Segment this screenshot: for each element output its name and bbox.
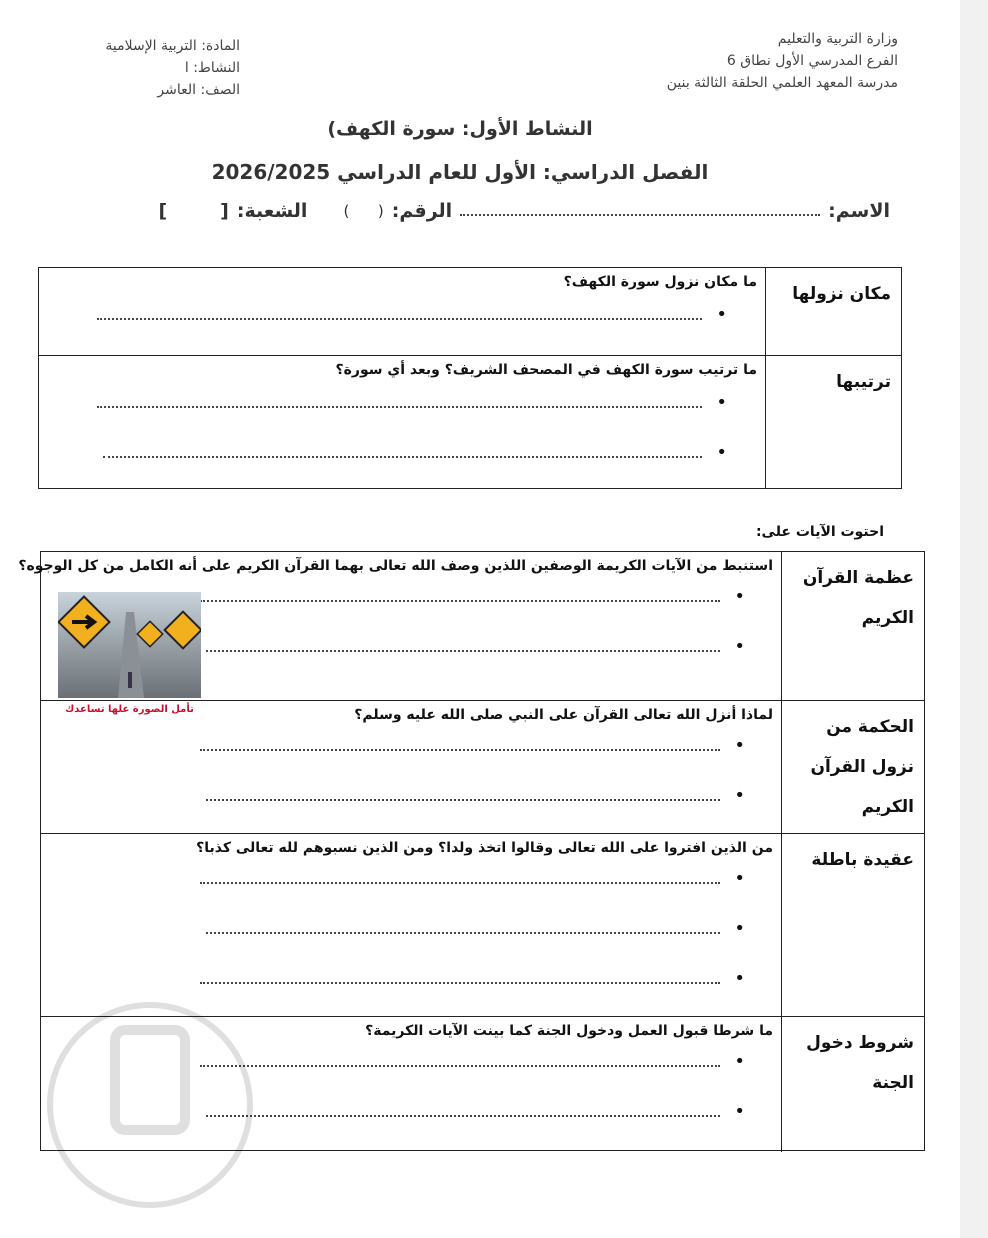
answer-line[interactable] (200, 735, 745, 756)
number-label: الرقم: (391, 200, 453, 222)
row-label: الحكمة من نزول القرآن الكريم (781, 701, 924, 833)
answer-field[interactable] (206, 1115, 720, 1117)
answer-field[interactable] (97, 406, 702, 408)
answer-line[interactable] (206, 636, 745, 657)
table-row (41, 701, 924, 834)
answer-line[interactable] (206, 1101, 745, 1122)
question: لماذا أنزل الله تعالى القرآن على النبي صلى الله عليه وسلم؟ (354, 707, 773, 723)
bullet-icon: • (734, 636, 745, 657)
bullet-icon: • (716, 392, 727, 413)
answer-field[interactable] (206, 650, 720, 652)
answer-line[interactable] (200, 968, 745, 989)
school-header (667, 28, 898, 94)
bullet-icon: • (716, 442, 727, 463)
page-edge (960, 0, 988, 1238)
activity: النشاط: ا (184, 60, 240, 76)
subject-info (84, 35, 240, 101)
answer-line[interactable] (97, 392, 727, 413)
answer-field[interactable] (200, 882, 720, 884)
row-label: ترتيبها (765, 356, 901, 489)
contains-label: احتوت الآيات على: (755, 524, 884, 540)
answer-field[interactable] (200, 1065, 720, 1067)
name-label: الاسم: (828, 200, 890, 222)
table-row (39, 356, 901, 489)
answer-field[interactable] (103, 456, 702, 458)
answer-line[interactable] (200, 1051, 745, 1072)
name-field[interactable] (460, 214, 820, 216)
table-row (39, 268, 901, 356)
answer-line[interactable] (200, 586, 745, 607)
answer-line[interactable] (206, 918, 745, 939)
question: ما ترتيب سورة الكهف في المصحف الشريف؟ وبعد أي سورة؟ (335, 362, 757, 378)
student-info (150, 200, 890, 222)
answer-line[interactable] (206, 785, 745, 806)
answer-field[interactable] (200, 982, 720, 984)
bullet-icon: • (734, 735, 745, 756)
image-caption: تأمل الصورة علها تساعدك (65, 704, 194, 715)
bullet-icon: • (734, 868, 745, 889)
bullet-icon: • (734, 586, 745, 607)
bullet-icon: • (734, 1101, 745, 1122)
answer-field[interactable] (206, 799, 720, 801)
question: استنبط من الآيات الكريمة الوصفين اللذين وصف الله تعالى بهما القرآن الكريم على أنه الكامل من كل الوجوه؟ (18, 558, 773, 574)
answer-field[interactable] (206, 932, 720, 934)
question: من الذين افتروا على الله تعالى وقالوا اتخذ ولدا؟ ومن الذين نسبوهم لله تعالى كذبا؟ (196, 840, 773, 856)
bullet-icon: • (734, 918, 745, 939)
section-field[interactable]: [ ] (158, 200, 229, 222)
row-label: مكان نزولها (765, 268, 901, 355)
answer-field[interactable] (200, 600, 720, 602)
semester-title: الفصل الدراسي: الأول للعام الدراسي 2026/2025 (211, 160, 709, 184)
school-name: مدرسة المعهد العلمي الحلقة الثالثة بنين (666, 75, 898, 91)
watermark-logo (15, 990, 275, 1220)
row-label: عظمة القرآن الكريم (781, 552, 924, 700)
bullet-icon: • (734, 1051, 745, 1072)
bullet-icon: • (734, 968, 745, 989)
answer-line[interactable] (97, 304, 727, 325)
number-field[interactable]: ( ) (343, 202, 384, 220)
answer-field[interactable] (200, 749, 720, 751)
info-table (38, 267, 902, 489)
answer-field[interactable] (97, 318, 702, 320)
row-label: عقيدة باطلة (781, 834, 924, 1016)
grade: الصف: العاشر (157, 82, 240, 98)
question: ما مكان نزول سورة الكهف؟ (563, 274, 757, 290)
question: ما شرطا قبول العمل ودخول الجنة كما بينت الآيات الكريمة؟ (365, 1023, 773, 1039)
row-label: شروط دخول الجنة (781, 1017, 924, 1152)
branch-name: الفرع المدرسي الأول نطاق 6 (726, 53, 898, 69)
subject: المادة: التربية الإسلامية (105, 38, 240, 54)
ministry-name: وزارة التربية والتعليم (777, 31, 898, 47)
section-label: الشعبة: (236, 200, 308, 222)
page-title: النشاط الأول: سورة الكهف) (327, 118, 593, 140)
answer-line[interactable] (200, 868, 745, 889)
bullet-icon: • (734, 785, 745, 806)
road-signs-icon (58, 592, 201, 698)
answer-line[interactable] (103, 442, 727, 463)
bullet-icon: • (716, 304, 727, 325)
roads-image (58, 592, 201, 698)
